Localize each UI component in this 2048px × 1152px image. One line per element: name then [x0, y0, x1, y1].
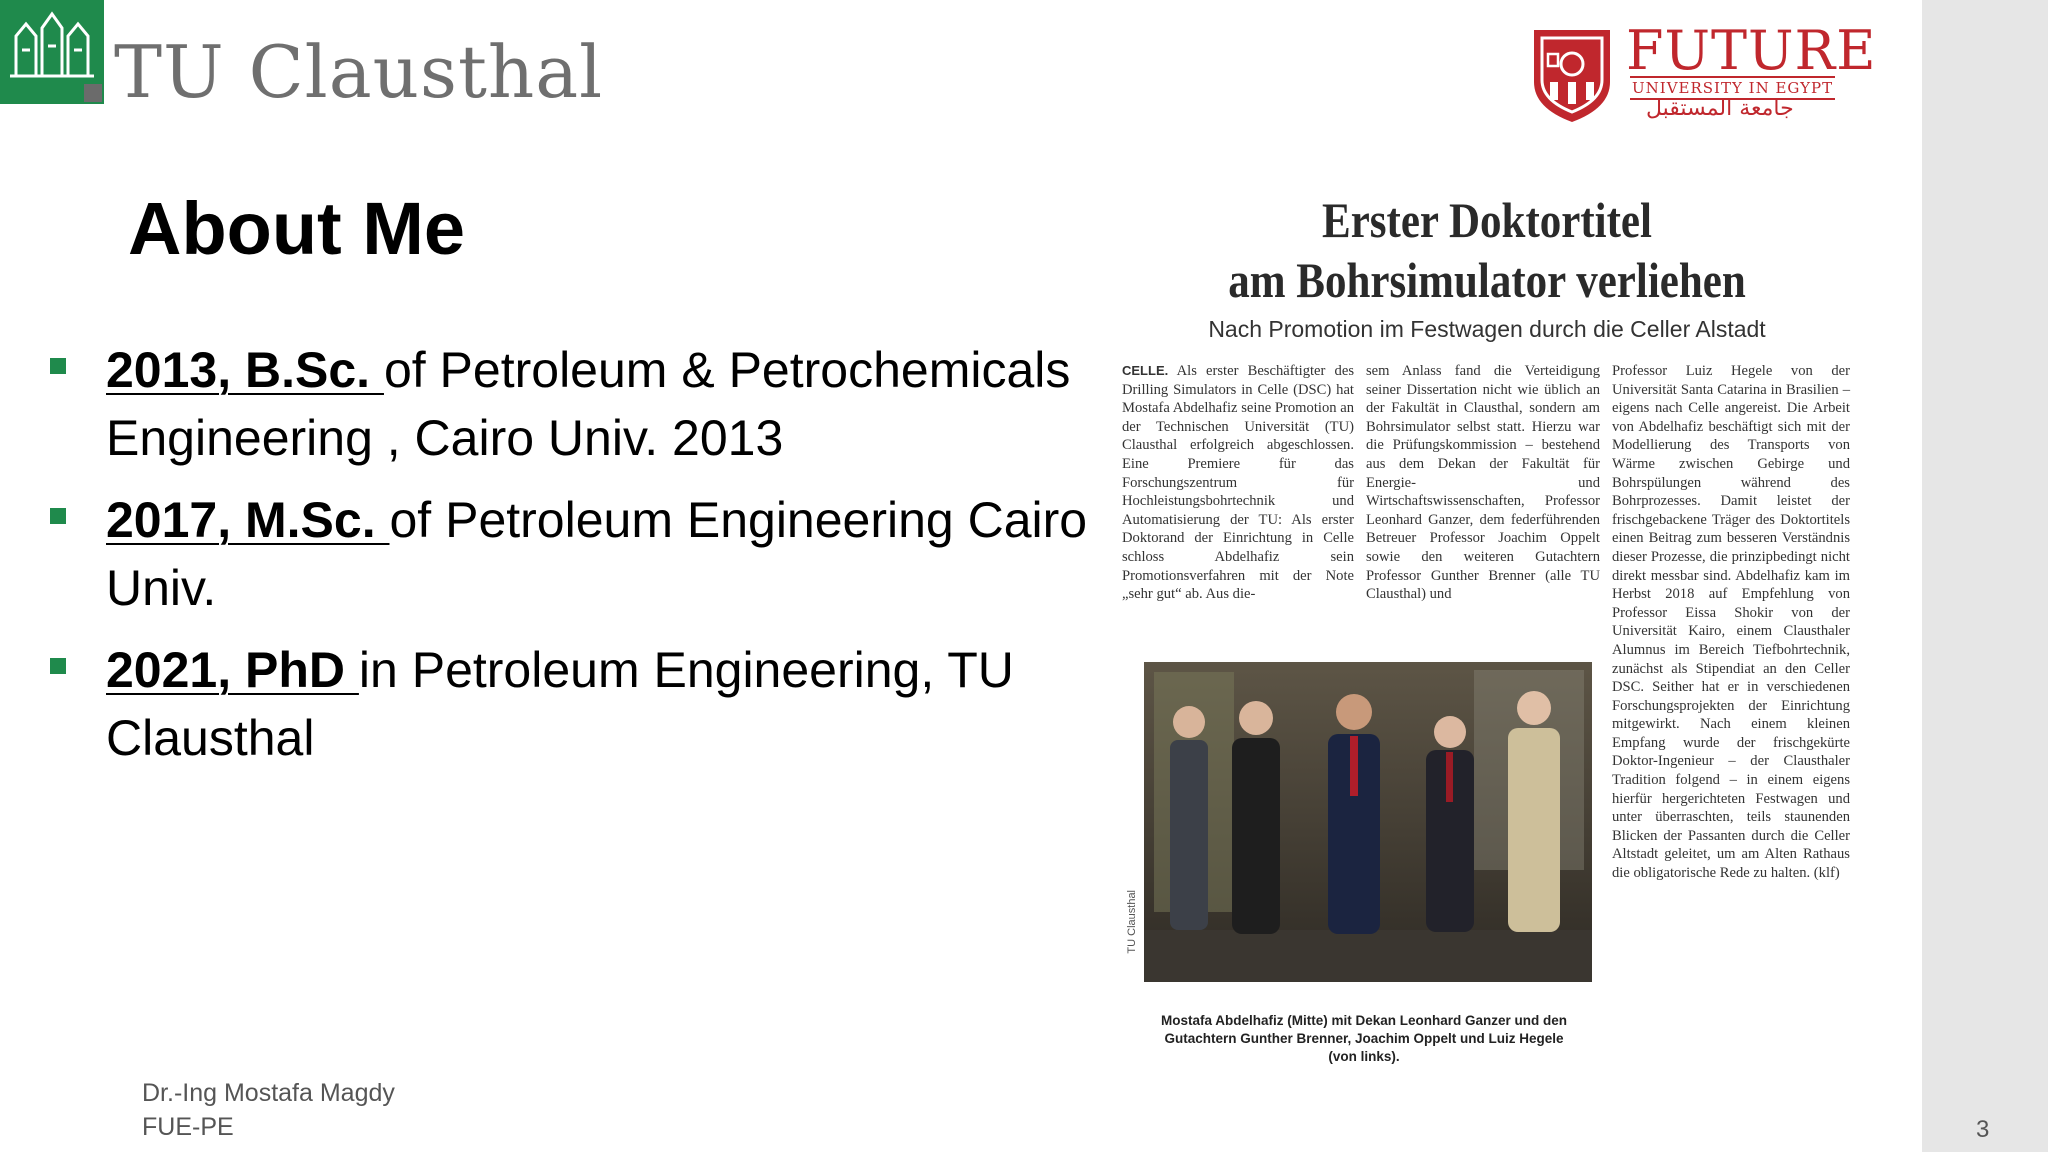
fue-logo-subtitle: UNIVERSITY IN EGYPT: [1630, 76, 1835, 100]
bullet-square-icon: [50, 508, 66, 524]
list-item: [48, 336, 1088, 472]
newspaper-column-3: Professor Luiz Hegele von der Universität Santa Catarina in Brasilien – eigens nach Celle angereist. Die Arbeit von Abdelhafiz beschäftigt sich mit der Modellierung des Transports von Wärme zwischen Gebirge und Bohrspülungen während des Bohrprozesses. Damit leistet der frischgebackene Träger des Doktortitels einen Beitrag zum besseren Verständnis dieser Prozesse, die prinzipbedingt nicht direkt messbar sind. Abdelhafiz kam im Herbst 2018 auf Empfehlung von Professor Eissa Shokir von der Universität Kairo, einem Clausthaler Alumnus im Bereich Tiefbohrtechnik, zunächst als Stipendiat an den Celler DSC. Seither hat er in verschiedenen Forschungsprojekten der Einrichtung mitgewirkt. Nach einem kleinen Empfang wurde der frischgekürte Doktor-Ingenieur – der Clausthaler Tradition folgend – in einem eigens hierfür hergerichteten Festwagen und unter überraschten, teils staunenden Blicken der Passanten durch die Celler Altstadt geleitet, um am Alten Rathaus die obligatorische Rede zu halten. (klf): [1612, 363, 1850, 882]
degree-year-label: 2021, PhD: [106, 642, 359, 698]
degree-description: of Petroleum Engineering Cairo Univ.: [106, 492, 1088, 616]
author-name: Dr.-Ing Mostafa Magdy: [142, 1079, 395, 1107]
newspaper-headline: [1166, 190, 1808, 310]
newspaper-column-2: sem Anlass fand die Verteidigung seiner Dissertation nicht wie üblich an der Fakultät in Clausthal, sondern am Bohrsimulator selbst statt. Hierzu war die Prüfungskommission – bestehend aus dem Dekan der Fakultät für Energie- und Wirtschaftswissenschaften, Professor Leonhard Ganzer, dem federführenden Betreuer Professor Joachim Oppelt sowie den weiteren Gutachtern Professor Gunther Brenner (alle TU Clausthal) und: [1366, 363, 1600, 603]
fue-logo-arabic: جامعة المستقبل: [1646, 96, 1794, 121]
group-photo: [1144, 662, 1592, 982]
slide-footer: [142, 1076, 395, 1144]
degree-description: in Petroleum Engineering, TU Clausthal: [106, 642, 1014, 766]
column-text: Als erster Beschäftigter des Drilling Simulators in Celle (DSC) hat Mostafa Abdelhafiz seine Promotion an der Technischen Universität (TU) Clausthal erfolgreich abgeschlossen. Eine Premiere für das Forschungszentrum für Hochleistungsbohrtechnik und Automatisierung der TU: Als erster Doktorand der Einrichtung in Celle schloss Abdelhafiz sein Promotionsverfahren mit der Note „sehr gut“ ab. Aus die-: [1122, 363, 1354, 603]
degree-description: of Petroleum & Petrochemicals Engineering , Cairo Univ. 2013: [106, 342, 1071, 466]
bullet-square-icon: [50, 658, 66, 674]
newspaper-subheadline: Nach Promotion im Festwagen durch die Celler Alstadt: [1208, 316, 1766, 342]
degree-year-label: 2017, M.Sc.: [106, 492, 390, 548]
degree-year-label: 2013, B.Sc.: [106, 342, 384, 398]
newspaper-column-1: [1122, 362, 1354, 604]
list-item: [48, 486, 1088, 622]
page-number: 3: [1976, 1116, 1990, 1143]
tu-clausthal-logo-text: TU Clausthal: [114, 30, 604, 114]
newspaper-clipping: [1114, 190, 1860, 1074]
fue-shield-icon: [1530, 24, 1614, 124]
department-label: FUE-PE: [142, 1113, 234, 1141]
page-title: About Me: [128, 187, 466, 270]
education-list: [48, 336, 1088, 786]
tu-logo-square: [84, 84, 102, 102]
fue-logo-name: FUTURE: [1626, 19, 1877, 82]
list-item: [48, 636, 1088, 772]
photo-credit: TU Clausthal: [1126, 890, 1138, 954]
dateline: CELLE.: [1122, 363, 1169, 378]
bullet-square-icon: [50, 358, 66, 374]
headline-line: Erster Doktortitel: [1322, 192, 1652, 248]
headline-line: am Bohrsimulator verliehen: [1228, 252, 1746, 308]
photo-caption: Mostafa Abdelhafiz (Mitte) mit Dekan Leonhard Ganzer und den Gutachtern Gunther Brenner, Joachim Oppelt und Luiz Hegele (von links).: [1160, 1013, 1568, 1064]
side-strip: [1922, 0, 2048, 1152]
